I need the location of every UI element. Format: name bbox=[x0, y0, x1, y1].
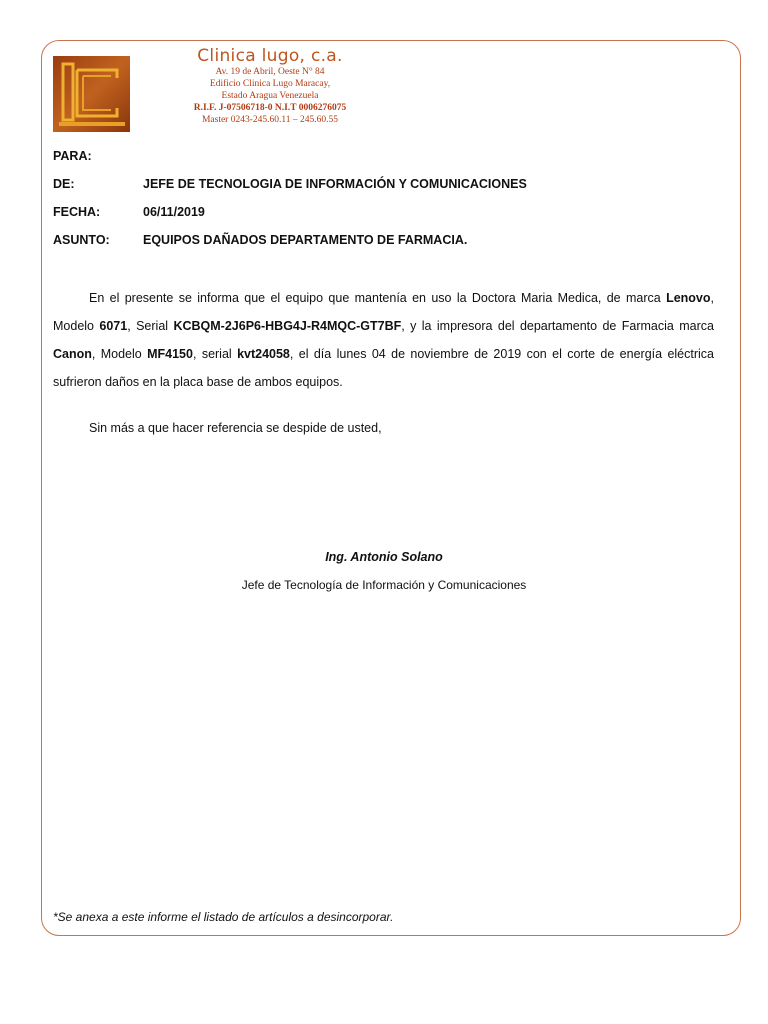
body-text: , el día lunes 04 de noviembre de 2019 con el corte de energía eléctrica sufrieron daños en la placa base de ambos equipos. bbox=[53, 347, 714, 389]
para-row bbox=[53, 149, 143, 163]
company-rif: R.I.F. J-07506718-0 N.I.T 0006276075 bbox=[193, 103, 347, 113]
asunto-label: ASUNTO: bbox=[53, 233, 110, 247]
brand-lenovo: Lenovo bbox=[666, 291, 711, 305]
asunto-row bbox=[53, 233, 467, 247]
clinic-logo-icon bbox=[53, 56, 130, 132]
signature-name: Ing. Antonio Solano bbox=[325, 550, 443, 564]
de-row bbox=[53, 177, 527, 191]
model-6071: 6071 bbox=[99, 319, 128, 333]
body-text: , Modelo bbox=[53, 291, 714, 333]
serial-lenovo: KCBQM-2J6P6-HBG4J-R4MQC-GT7BF bbox=[173, 319, 402, 333]
company-name: Clinica lugo, c.a. bbox=[197, 46, 343, 66]
body-paragraph bbox=[53, 284, 714, 396]
body-text: , y la impresora del departamento de Farmacia marca bbox=[401, 319, 714, 333]
model-mf4150: MF4150 bbox=[147, 347, 193, 361]
closing-text: Sin más a que hacer referencia se despide de usted, bbox=[89, 421, 382, 435]
company-address-1: Av. 19 de Abril, Oeste N° 84 bbox=[215, 67, 325, 77]
fecha-row bbox=[53, 205, 205, 219]
fecha-value: 06/11/2019 bbox=[143, 205, 205, 219]
document-border bbox=[41, 40, 741, 936]
closing-paragraph bbox=[53, 414, 714, 442]
fecha-label: FECHA: bbox=[53, 205, 101, 219]
body-text: , Serial bbox=[127, 319, 174, 333]
asunto-value: EQUIPOS DAÑADOS DEPARTAMENTO DE FARMACIA. bbox=[143, 233, 468, 247]
signature-title: Jefe de Tecnología de Información y Comunicaciones bbox=[241, 578, 527, 592]
company-address-3: Estado Aragua Venezuela bbox=[221, 91, 319, 101]
brand-canon: Canon bbox=[53, 347, 92, 361]
company-phone: Master 0243-245.60.11 – 245.60.55 bbox=[201, 115, 339, 125]
serial-canon: kvt24058 bbox=[237, 347, 290, 361]
body-text: En el presente se informa que el equipo que mantenía en uso la Doctora Maria Medica, de marca bbox=[89, 291, 667, 305]
company-info bbox=[150, 46, 390, 126]
de-label: DE: bbox=[53, 177, 75, 191]
para-label: PARA: bbox=[53, 149, 92, 163]
body-text: , Modelo bbox=[91, 347, 148, 361]
company-address-2: Edificio Clinica Lugo Maracay, bbox=[209, 79, 331, 89]
footnote: *Se anexa a este informe el listado de artículos a desincorporar. bbox=[53, 910, 394, 924]
de-value: JEFE DE TECNOLOGIA DE INFORMACIÓN Y COMUNICACIONES bbox=[143, 177, 527, 191]
body-text: , serial bbox=[192, 347, 238, 361]
